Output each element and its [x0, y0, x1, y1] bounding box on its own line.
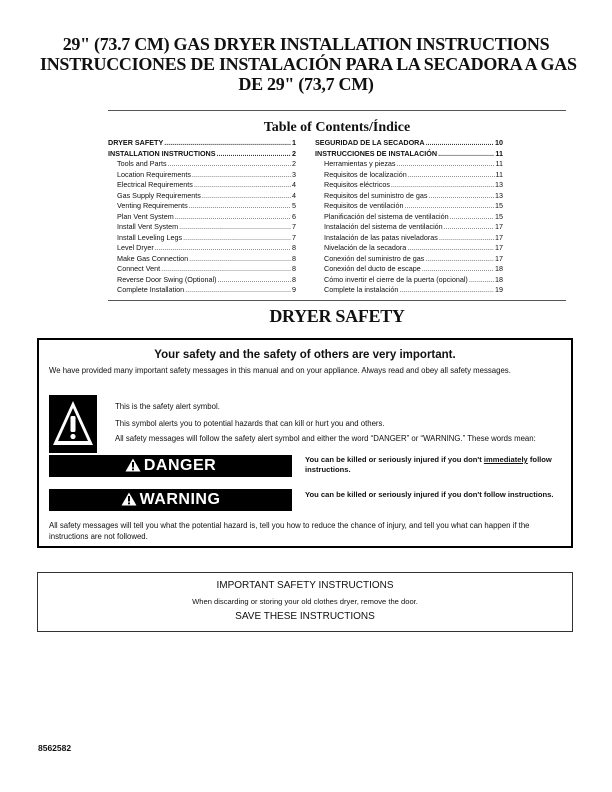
toc-entry-label: Gas Supply Requirements — [117, 190, 201, 200]
important-safety-box — [37, 572, 573, 632]
toc-entry[interactable] — [108, 191, 296, 202]
toc-entry-page: 5 — [292, 201, 296, 210]
symbol-line-3: All safety messages will follow the safety alert symbol and either the word “DANGER” or “WARNING.” These words mean: — [115, 434, 536, 443]
toc-entry[interactable] — [108, 212, 296, 223]
toc-entry[interactable] — [315, 159, 503, 170]
toc-leader-dots — [422, 264, 494, 275]
important-body: When discarding or storing your old clothes dryer, remove the door. — [192, 597, 418, 606]
toc-entry[interactable] — [315, 149, 503, 160]
toc-leader-dots — [407, 243, 494, 254]
danger-bar — [49, 455, 292, 477]
danger-label: DANGER — [143, 457, 217, 474]
toc-entry[interactable] — [108, 275, 296, 286]
toc-entry-label: Planificación del sistema de ventilación — [324, 211, 449, 221]
toc-entry[interactable] — [315, 212, 503, 223]
toc-column-english — [108, 138, 296, 296]
toc-entry-page: 3 — [292, 169, 296, 179]
toc-entry[interactable] — [108, 254, 296, 265]
toc-entry[interactable] — [315, 254, 503, 265]
toc-entry-label: DRYER SAFETY — [108, 138, 164, 147]
toc-entry-label: SEGURIDAD DE LA SECADORA — [315, 138, 425, 147]
safety-box — [37, 338, 573, 548]
toc-entry-page: 4 — [292, 190, 296, 200]
toc-entry-page: 2 — [292, 148, 296, 158]
section-title: DRYER SAFETY — [269, 306, 405, 326]
toc-entry[interactable] — [108, 222, 296, 233]
toc-entry-page: 4 — [292, 180, 296, 189]
toc-leader-dots — [469, 275, 494, 286]
divider-middle — [108, 300, 566, 301]
toc-leader-dots — [426, 138, 494, 149]
toc-entry-page: 7 — [292, 232, 296, 242]
toc-entry-label: Make Gas Connection — [117, 253, 189, 263]
toc-entry[interactable] — [315, 222, 503, 233]
toc-leader-dots — [397, 159, 495, 170]
toc-entry-page: 2 — [292, 159, 296, 168]
toc-entry-label: Requisitos de ventilación — [324, 201, 404, 210]
toc-entry[interactable] — [315, 201, 503, 212]
toc-entry-page: 7 — [292, 222, 296, 231]
toc-entry-page: 13 — [495, 190, 503, 200]
toc-column-spanish — [315, 138, 503, 296]
toc-entry[interactable] — [315, 180, 503, 191]
toc-entry[interactable] — [108, 285, 296, 296]
toc-entry-page: 8 — [292, 274, 296, 284]
document-title — [40, 34, 577, 94]
toc-entry-page: 11 — [495, 148, 503, 158]
part-number: 8562582 — [38, 743, 72, 753]
toc-leader-dots — [192, 170, 291, 181]
toc-leader-dots — [179, 222, 291, 233]
toc-entry-label: Complete Installation — [117, 285, 185, 294]
toc-entry-page: 13 — [495, 180, 503, 189]
toc-entry-label: Connect Vent — [117, 264, 161, 273]
toc-leader-dots — [438, 149, 494, 160]
toc-entry-label: INSTRUCCIONES DE INSTALACIÓN — [315, 148, 438, 158]
toc-entry[interactable] — [108, 138, 296, 149]
toc-entry-label: Complete la instalación — [324, 285, 399, 294]
toc-entry-label: Plan Vent System — [117, 211, 174, 221]
symbol-line-1: This is the safety alert symbol. — [115, 402, 220, 411]
toc-entry-label: Instalación de las patas niveladoras — [324, 232, 438, 242]
toc-entry-page: 8 — [292, 253, 296, 263]
toc-entry-page: 15 — [495, 201, 503, 210]
title-line-1: 29" (73.7 CM) GAS DRYER INSTALLATION INSTRUCTIONS — [62, 34, 550, 54]
toc-entry[interactable] — [108, 170, 296, 181]
toc-entry-label: Conexión del ducto de escape — [324, 264, 421, 273]
toc-leader-dots — [217, 149, 291, 160]
toc-entry-label: Requisitos de localización — [324, 169, 407, 179]
toc-leader-dots — [444, 222, 494, 233]
toc-entry-label: Requisitos eléctricos — [324, 180, 390, 189]
danger-text — [305, 455, 565, 475]
toc-title: Table of Contents/Índice — [263, 120, 411, 135]
toc-leader-dots — [428, 191, 494, 202]
toc-entry-page: 10 — [495, 138, 503, 147]
toc-entry[interactable] — [108, 243, 296, 254]
toc-leader-dots — [189, 201, 291, 212]
safety-alert-icon — [49, 395, 97, 453]
toc-entry-label: Venting Requirements — [117, 201, 188, 210]
important-heading: IMPORTANT SAFETY INSTRUCTIONS — [216, 580, 394, 591]
toc-entry-label: Nivelación de la secadora — [324, 243, 407, 252]
toc-entry[interactable] — [108, 233, 296, 244]
toc-entry-page: 1 — [292, 138, 296, 147]
toc-entry-page: 11 — [495, 159, 503, 168]
danger-text-before: You can be killed or seriously injured if you don't — [305, 455, 484, 464]
safety-intro: We have provided many important safety messages in this manual and on your appliance. Always read and obey all safety messages. — [49, 366, 511, 375]
toc-entry[interactable] — [315, 233, 503, 244]
toc-entry-label: Level Dryer — [117, 243, 154, 252]
toc-leader-dots — [161, 264, 291, 275]
warning-text: You can be killed or seriously injured if you don't follow instructions. — [305, 490, 554, 499]
toc-entry-label: Cómo invertir el cierre de la puerta (opcional) — [324, 274, 468, 284]
toc-entry-page: 6 — [292, 211, 296, 221]
toc-leader-dots — [391, 180, 494, 191]
toc-entry-page: 17 — [495, 232, 503, 242]
title-line-2: INSTRUCCIONES DE INSTALACIÓN PARA LA SECADORA A GAS — [40, 54, 577, 74]
toc-leader-dots — [175, 212, 291, 223]
warning-label: WARNING — [139, 491, 221, 508]
danger-text-emphasis: immediately — [483, 455, 528, 464]
toc-entry-label: Location Requirements — [117, 169, 191, 179]
toc-entry-page: 18 — [495, 274, 503, 284]
toc-leader-dots — [405, 201, 494, 212]
toc-entry[interactable] — [315, 275, 503, 286]
toc-leader-dots — [202, 191, 291, 202]
toc-entry[interactable] — [108, 201, 296, 212]
toc-entry[interactable] — [315, 285, 503, 296]
toc-entry-label: Instalación del sistema de ventilación — [324, 222, 443, 231]
danger-text-after: follow instructions. — [305, 455, 552, 474]
alert-triangle-icon — [121, 492, 137, 506]
toc-entry-page: 8 — [292, 264, 296, 273]
toc-entry-label: Tools and Parts — [117, 159, 167, 168]
toc-entry-page: 19 — [495, 285, 503, 294]
toc-leader-dots — [185, 285, 291, 296]
toc-entry-label: Reverse Door Swing (Optional) — [117, 274, 217, 284]
safety-closing: All safety messages will tell you what the potential hazard is, tell you how to reduce the chance of injury, and tell you what can happen if the instructions are not followed. — [49, 521, 530, 541]
toc-leader-dots — [164, 138, 291, 149]
toc-leader-dots — [194, 180, 291, 191]
toc-entry-label: Requisitos del suministro de gas — [324, 190, 428, 200]
toc-leader-dots — [439, 233, 494, 244]
toc-entry-label: Herramientas y piezas — [324, 159, 396, 168]
toc-entry-page: 17 — [495, 222, 503, 231]
divider-top — [108, 110, 566, 111]
toc-entry-label: Install Vent System — [117, 222, 179, 231]
warning-bar — [49, 489, 292, 511]
toc-leader-dots — [183, 233, 291, 244]
toc-entry-page: 15 — [495, 211, 503, 221]
toc-leader-dots — [217, 275, 291, 286]
toc-leader-dots — [155, 243, 291, 254]
toc-entry[interactable] — [315, 138, 503, 149]
toc-leader-dots — [450, 212, 494, 223]
toc-leader-dots — [399, 285, 494, 296]
toc-entry[interactable] — [108, 264, 296, 275]
toc-entry-page: 18 — [495, 264, 503, 273]
toc-leader-dots — [168, 159, 291, 170]
toc-leader-dots — [425, 254, 494, 265]
toc-entry-label: INSTALLATION INSTRUCTIONS — [108, 148, 216, 158]
toc-entry[interactable] — [315, 191, 503, 202]
toc-entry-page: 17 — [495, 253, 503, 263]
safety-heading: Your safety and the safety of others are very important. — [154, 349, 456, 361]
toc-entry-page: 11 — [495, 169, 503, 179]
toc-entry-label: Install Leveling Legs — [117, 232, 183, 242]
toc-entry[interactable] — [108, 180, 296, 191]
toc-leader-dots — [408, 170, 495, 181]
toc-entry-page: 17 — [495, 243, 503, 252]
toc-entry-label: Conexión del suministro de gas — [324, 253, 425, 263]
toc-entry[interactable] — [315, 243, 503, 254]
alert-triangle-icon — [125, 458, 141, 472]
toc-entry[interactable] — [315, 170, 503, 181]
toc-entry[interactable] — [108, 159, 296, 170]
symbol-line-2: This symbol alerts you to potential hazards that can kill or hurt you and others. — [115, 419, 385, 428]
toc-entry[interactable] — [108, 149, 296, 160]
toc-entry-page: 9 — [292, 285, 296, 294]
toc-entry-page: 8 — [292, 243, 296, 252]
toc-entry[interactable] — [315, 264, 503, 275]
title-line-3: DE 29" (73,7 CM) — [238, 74, 374, 94]
toc-entry-label: Electrical Requirements — [117, 180, 193, 189]
save-instructions: SAVE THESE INSTRUCTIONS — [235, 611, 375, 622]
toc-leader-dots — [189, 254, 291, 265]
